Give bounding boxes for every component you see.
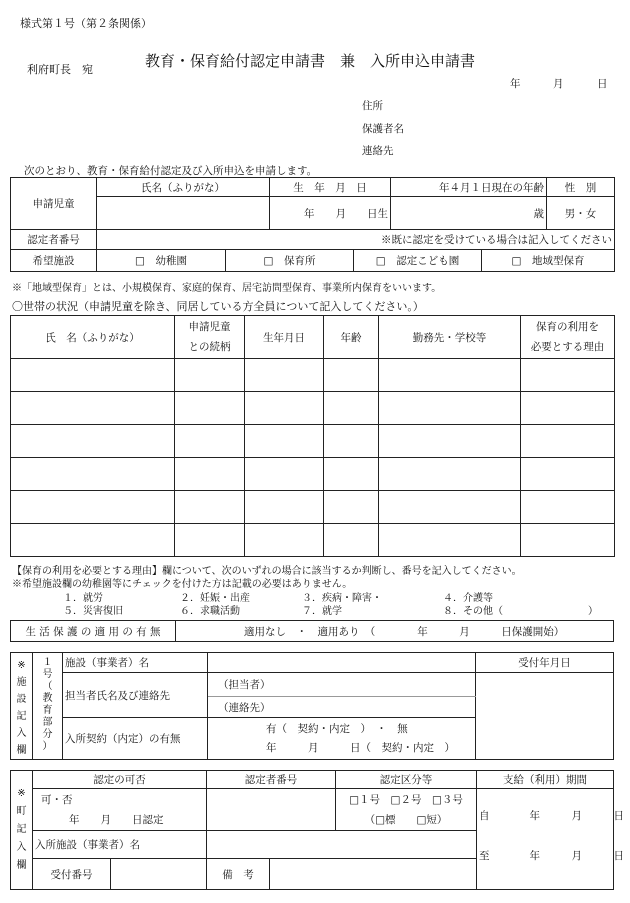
category-header: 認定区分等 <box>336 771 477 789</box>
cert-number-header: 認定者番号 <box>207 771 336 789</box>
child-sex-header: 性 別 <box>547 178 615 197</box>
child-table <box>10 177 615 272</box>
reason-7: ７．就学 <box>302 606 342 617</box>
child-age-header: 年４月１日現在の年齢 <box>391 178 547 197</box>
staff-field[interactable]: （担当者） <box>208 673 476 697</box>
reason-note-1: 【保育の利用を必要とする理由】欄について、次のいずれの場合に該当するか判断し、番号を記入してください。 <box>12 566 522 577</box>
period-field[interactable]: 自 年 月 日 至 年 月 日 <box>477 789 614 890</box>
reason-4: ４．介護等 <box>443 593 493 604</box>
date-month: 月 <box>553 78 564 90</box>
intro-text: 次のとおり、教育・保育給付認定及び入所申込を申請します。 <box>24 165 318 177</box>
cert-label: 認定者番号 <box>11 230 97 250</box>
table-row[interactable] <box>11 425 615 458</box>
hh-reason-header: 保育の利用を 必要とする理由 <box>521 316 615 359</box>
contract-label: 入所契約（内定）の有無 <box>63 718 208 760</box>
hh-name-header: 氏 名（ふりがな） <box>11 316 175 359</box>
addressee: 利府町長 宛 <box>27 63 93 76</box>
cert-number-field[interactable] <box>207 789 336 831</box>
welfare-table <box>10 620 614 642</box>
facility-option-local[interactable]: □ 地域型保育 <box>511 255 585 267</box>
facility-name-field[interactable] <box>208 653 476 673</box>
child-dob-field[interactable]: 年 月 日生 <box>270 197 391 230</box>
town-side-label: ※ 町 記 入 欄 <box>11 771 33 890</box>
child-row-label: 申請児童 <box>11 178 97 230</box>
child-name-header: 氏名（ふりがな） <box>97 178 270 197</box>
local-care-note: ※「地域型保育」とは、小規模保育、家庭的保育、居宅訪問型保育、事業所内保育をいいます。 <box>12 283 442 294</box>
receipt-label: 受付番号 <box>33 859 111 890</box>
staff-contact-label: 担当者氏名及び連絡先 <box>63 673 208 718</box>
child-age-field[interactable]: 歳 <box>391 197 547 230</box>
household-table <box>10 315 615 557</box>
admission-field[interactable] <box>207 831 477 859</box>
hh-work-header: 勤務先・学校等 <box>379 316 521 359</box>
reason-3: ３．疾病・障害・ <box>302 593 382 604</box>
table-row[interactable] <box>11 458 615 491</box>
facility-label: 希望施設 <box>11 250 97 272</box>
reason-2: ２．妊娠・出産 <box>180 593 250 604</box>
facility-section <box>10 652 614 760</box>
applicant-contact-label: 連絡先 <box>362 145 394 157</box>
hh-dob-header: 生年月日 <box>245 316 324 359</box>
reason-8: ８．その他（ <box>443 606 503 617</box>
welfare-field[interactable]: 適用なし ・ 適用あり （ 年 月 日保護開始） <box>176 621 614 642</box>
reason-5: ５．災害復旧 <box>63 606 123 617</box>
facility-option-certified[interactable]: □ 認定こども園 <box>354 250 482 271</box>
admission-label: 入所施設（事業者）名 <box>33 831 207 859</box>
household-heading: 〇世帯の状況（申請児童を除き、同居している方全員について記入してください。） <box>12 300 424 313</box>
reason-note-2: ※希望施設欄の幼稚園等にチェックを付けた方は記載の必要はありません。 <box>12 579 353 590</box>
facility-side-sub: １ 号 （ 教 育 部 分 ） <box>33 653 63 760</box>
reason-6: ６．求職活動 <box>180 606 240 617</box>
facility-option-nursery[interactable]: □ 保育所 <box>226 250 354 271</box>
applicant-address-label: 住所 <box>362 100 383 112</box>
decision-field[interactable]: 可・否 年 月 日認定 <box>33 789 207 831</box>
form-number: 様式第１号（第２条関係） <box>20 17 152 30</box>
remarks-field[interactable] <box>270 859 476 889</box>
reason-8-close: ） <box>588 606 598 617</box>
contact-field[interactable]: （連絡先） <box>208 697 476 718</box>
reason-1: １．就労 <box>63 593 103 604</box>
child-sex-field[interactable]: 男・女 <box>547 197 615 230</box>
contract-field[interactable]: 有（ 契約・内定 ） ・ 無 年 月 日（ 契約・内定 ） <box>208 718 476 760</box>
facility-option-kindergarten[interactable]: □ 幼稚園 <box>97 250 226 271</box>
hh-age-header: 年齢 <box>324 316 379 359</box>
remarks-label: 備 考 <box>207 859 270 889</box>
received-date-label: 受付年月日 <box>476 653 614 673</box>
welfare-label: 生 活 保 護 の 適 用 の 有 無 <box>11 621 176 642</box>
received-date-field[interactable] <box>476 673 614 760</box>
town-section <box>10 770 624 890</box>
date-year: 年 <box>510 78 521 90</box>
cert-field[interactable]: ※既に認定を受けている場合は記入してください <box>97 230 615 250</box>
child-dob-header: 生 年 月 日 <box>270 178 391 197</box>
period-header: 支給（利用）期間 <box>477 771 614 789</box>
table-row[interactable] <box>11 524 615 557</box>
facility-name-label: 施設（事業者）名 <box>63 653 208 673</box>
table-row[interactable] <box>11 491 615 524</box>
child-name-field[interactable] <box>97 197 270 230</box>
facility-side-label: ※ 施 設 記 入 欄 <box>11 653 33 760</box>
date-day: 日 <box>597 78 608 90</box>
applicant-guardian-label: 保護者名 <box>362 123 404 135</box>
category-field[interactable]: □１号 □２号 □３号 （□標 □短） <box>336 789 477 831</box>
form-title: 教育・保育給付認定申請書 兼 入所申込申請書 <box>145 52 476 70</box>
hh-relation-header: 申請児童 との続柄 <box>175 316 245 359</box>
decision-header: 認定の可否 <box>33 771 207 789</box>
table-row[interactable] <box>11 359 615 392</box>
table-row[interactable] <box>11 392 615 425</box>
receipt-field[interactable] <box>111 859 207 890</box>
